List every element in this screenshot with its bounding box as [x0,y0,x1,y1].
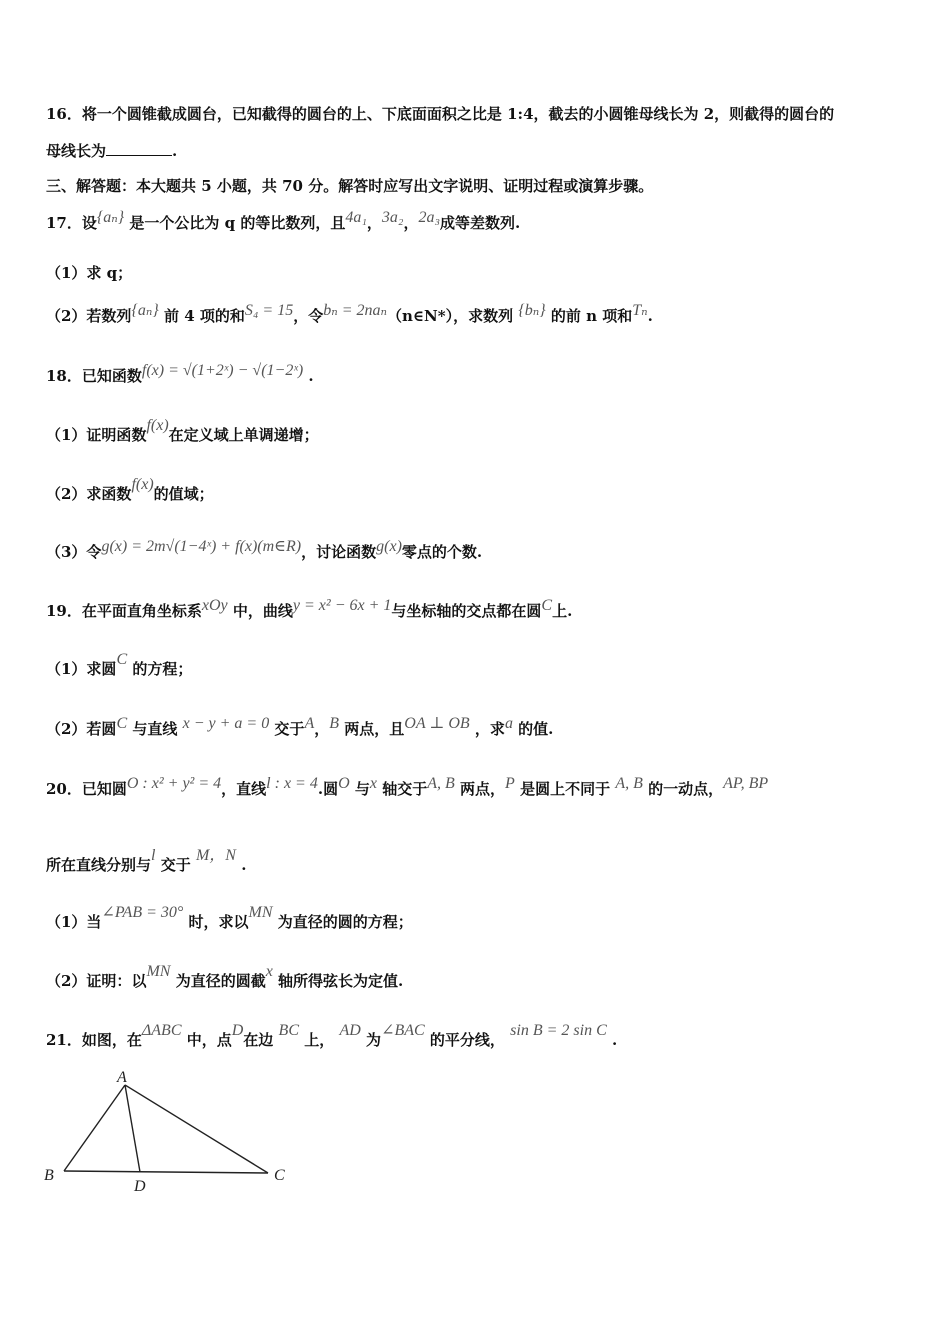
q19-p2b: 与直线 [132,720,178,738]
q17-m2: 3a₂ [381,209,404,226]
q20-x: x [369,775,377,792]
q20-p1c: 为直径的圆的方程； [277,913,413,931]
q18-p3a: （3）令 [46,543,102,561]
q19-curve: y = x² − 6x + 1 [292,597,392,614]
q20-l2l: l [151,847,156,864]
q19-p1b: 的方程； [132,660,193,678]
q17-m3: 2a₃ [418,209,441,226]
q20-stem [46,775,769,799]
q20-p1ang: ∠PAB = 30° [101,904,184,921]
q17-part1 [46,262,132,283]
q19-t1: 中，曲线 [232,602,293,620]
q21-tri: ΔABC [141,1022,182,1039]
triangle-figure [40,1065,300,1195]
q18-p1f: f(x) [146,417,169,434]
q18-p2b: 的值域； [153,485,214,503]
q20-p2mn: MN [146,963,171,980]
q20-t7: 的一动点， [648,780,724,798]
q21-bc: BC [278,1022,299,1039]
q20-ab2: A, B [615,775,643,792]
q17-p1: （1）求 q； [46,264,133,282]
q20-t5: 两点， [460,780,506,798]
q19-p2e: ， [314,720,330,738]
q18-p2f: f(x) [131,476,154,493]
q17-p2bn: bₙ = 2naₙ [323,302,387,319]
section3-text: 三、解答题：本大题共 5 小题，共 70 分。解答时应写出文字说明、证明过程或演算步骤。 [46,177,654,195]
q18-part3 [46,538,483,562]
q17-p2an: {aₙ} [131,302,159,319]
answer-blank [106,143,172,156]
q21-t6: . [612,1031,618,1049]
q20-num: 20．已知圆 [46,780,127,798]
q20-circle: O : x² + y² = 4 [126,775,222,792]
q16-line1 [46,103,834,124]
q19-stem [46,597,573,621]
q17-c2: ， [403,214,419,232]
q18-part2 [46,476,214,504]
q19-p2line: x − y + a = 0 [182,715,270,732]
q20-p1mn: MN [248,904,273,921]
q17-p2t: Tₙ [632,302,648,319]
q20-p1a: （1）当 [46,913,102,931]
q21-ad: AD [339,1022,361,1039]
q20-p: P [505,775,515,792]
q20-p2b: 为直径的圆截 [175,972,266,990]
q17-p2f: . [647,307,653,325]
q19-p2a: （2）若圆 [46,720,117,738]
q17-t2: 成等差数列. [440,214,521,232]
q19-p2A: A [304,715,315,732]
q18-f: f(x) = √(1+2ˣ) − √(1−2ˣ) [141,362,304,379]
section3-heading [46,175,653,196]
q20-l2c: . [241,856,247,874]
q17-p2c: ，令 [293,307,324,325]
q20-p2x: x [265,963,273,980]
q20-l2b: 交于 [160,856,191,874]
q19-p2g: ，求 [474,720,505,738]
label-B: B [44,1167,54,1184]
q17-num: 17．设 [46,214,97,232]
q21-t2: 在边 [243,1031,274,1049]
q16-end: . [172,142,178,160]
q17-t1: 是一个公比为 q 的等比数列，且 [129,214,346,232]
q19-c: C [541,597,553,614]
q19-xoy: xOy [201,597,228,614]
q20-t1: ，直线 [221,780,267,798]
label-C: C [274,1167,285,1184]
q18-stem [46,362,314,386]
q17-p2d: ，求数列 [453,307,514,325]
q20-l2mn: M，N [195,847,236,864]
q21-t3: 上， [304,1031,335,1049]
q20-t4: 轴交于 [382,780,428,798]
q20-t2: .圆 [317,780,339,798]
q19-p2perp: OA ⊥ OB [404,715,470,732]
label-A: A [117,1069,127,1086]
q21-ang: ∠BAC [381,1022,425,1039]
q20-part1 [46,904,413,932]
q17-c1: ， [366,214,382,232]
q20-apbp: AP, BP [723,775,769,792]
q21-eq: sin B = 2 sin C [510,1022,607,1039]
q17-stem [46,209,521,233]
edge-AB [64,1085,125,1171]
q20-t6: 是圆上不同于 [520,780,611,798]
edge-BC [64,1171,268,1173]
q18-part1 [46,417,319,445]
q21-d: D [231,1022,244,1039]
edge-AC [125,1085,268,1173]
q19-p2d: 交于 [274,720,305,738]
q21-t5: 的平分线， [429,1031,505,1049]
q20-l2a: 所在直线分别与 [46,856,152,874]
q18-p3c: 零点的个数. [401,543,483,561]
q20-part2 [46,963,404,991]
q19-p1c: C [116,651,128,668]
q20-p2c: 轴所得弦长为定值. [278,972,404,990]
q18-p3g: g(x) = 2m√(1−4ˣ) + f(x)(m∈R) [101,538,302,555]
q17-p2e: 的前 n 项和 [550,307,633,325]
q17-part2 [46,302,653,326]
q17-p2n: （n∈N*） [387,307,454,325]
q19-p2B: B [329,715,340,732]
q20-ab: A, B [427,775,455,792]
q21-stem [46,1022,618,1050]
q16-text1: 16．将一个圆锥截成圆台，已知截得的圆台的上、下底面面积之比是 1:4，截去的小圆锥母线长为 2，则截得的圆台的 [46,105,835,123]
q21-t4: 为 [366,1031,382,1049]
q19-p2h: 的值. [518,720,554,738]
q17-p2b: 前 4 项的和 [163,307,245,325]
q19-p1a: （1）求圆 [46,660,117,678]
q19-p2f: 两点，且 [344,720,405,738]
q18-p3gx: g(x) [376,538,402,555]
q20-p1b: 时，求以 [188,913,249,931]
q17-p2bs: {bₙ} [518,302,546,319]
q19-part1 [46,651,193,679]
q16-text2: 母线长为 [46,142,107,160]
q19-t2: 与坐标轴的交点都在圆 [391,602,542,620]
q18-num: 18．已知函数 [46,367,142,385]
q17-an: {aₙ} [96,209,125,226]
q20-line: l : x = 4 [266,775,318,792]
q21-num: 21．如图，在 [46,1031,142,1049]
q19-part2 [46,715,554,739]
segment-AD [125,1085,140,1172]
q21-t1: 中，点 [186,1031,232,1049]
q17-p2a: （2）若数列 [46,307,132,325]
q19-p2c: C [116,715,128,732]
q16-line2 [46,140,177,161]
q17-m1: 4a₁ [345,209,367,226]
q20-t3: 与 [354,780,370,798]
q17-p2s: S₄ = 15 [244,302,294,319]
q20-o: O [338,775,350,792]
q18-p3b: ，讨论函数 [301,543,377,561]
q18-p2a: （2）求函数 [46,485,132,503]
q19-num: 19．在平面直角坐标系 [46,602,202,620]
q18-p1a: （1）证明函数 [46,426,147,444]
q19-t3: 上. [552,602,573,620]
q20-p2a: （2）证明：以 [46,972,147,990]
q20-line2 [46,847,247,875]
q18-p1b: 在定义域上单调递增； [168,426,319,444]
label-D: D [134,1178,146,1195]
q19-p2a2: a [504,715,513,732]
q18-end: . [308,367,314,385]
